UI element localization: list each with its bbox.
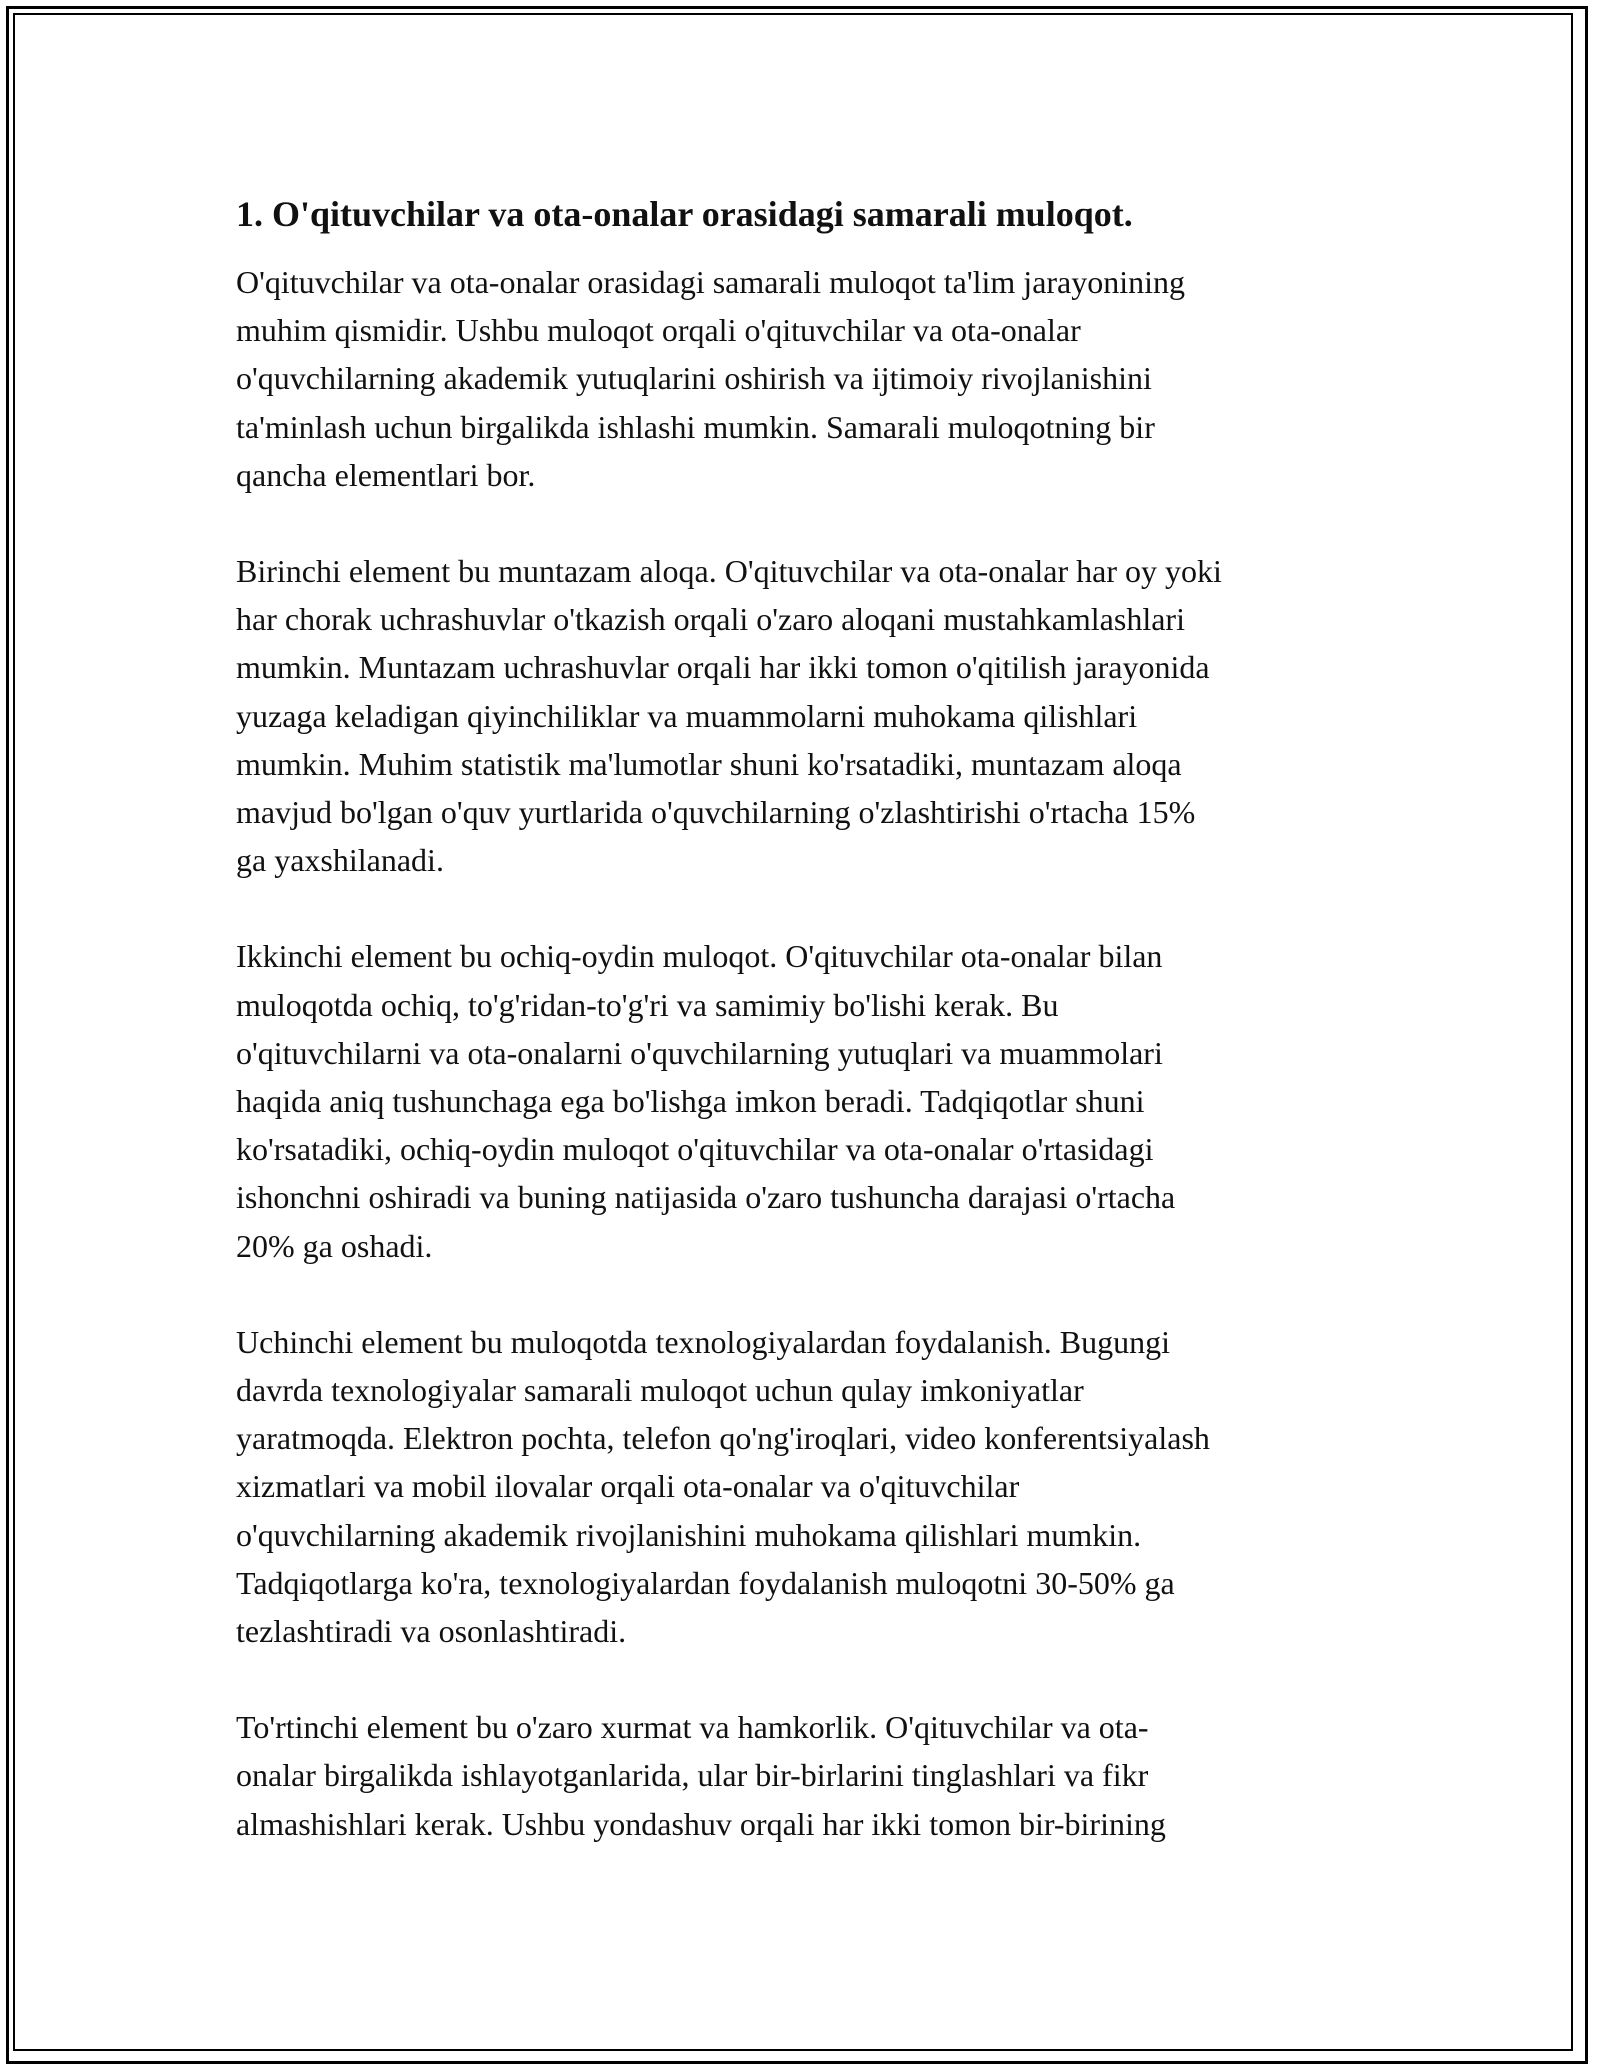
text-line: 20% ga oshadi.: [236, 1227, 433, 1264]
text-line: mumkin. Muhim statistik ma'lumotlar shuni ko'rsatadiki, muntazam aloqa: [236, 745, 1182, 782]
text-line: onalar birgalikda ishlayotganlarida, ular bir-birlarini tinglashlari va fikr: [236, 1757, 1149, 1794]
text-line: davrda texnologiyalar samarali muloqot uchun qulay imkoniyatlar: [236, 1372, 1084, 1409]
text-line: To'rtinchi element bu o'zaro xurmat va hamkorlik. O'qituvchilar va ota-: [236, 1709, 1149, 1746]
text-line: o'qituvchilarni va ota-onalarni o'quvchilarning yutuqlari va muammolari: [236, 1034, 1163, 1071]
text-line: o'quvchilarning akademik yutuqlarini oshirish va ijtimoiy rivojlanishini: [236, 360, 1152, 397]
text-line: Ikkinchi element bu ochiq-oydin muloqot. O'qituvchilar ota-onalar bilan: [236, 938, 1163, 975]
paragraph-first-element: [236, 547, 1386, 884]
text-line: qancha elementlari bor.: [236, 456, 536, 493]
text-line: O'qituvchilar va ota-onalar orasidagi samarali muloqot ta'lim jarayonining: [236, 264, 1186, 300]
text-line: yuzaga keladigan qiyinchiliklar va muammolarni muhokama qilishlari: [236, 697, 1138, 734]
text-line: almashishlari kerak. Ushbu yondashuv orqali har ikki tomon bir-birining: [236, 1805, 1166, 1842]
paragraph-third-element: [236, 1318, 1386, 1655]
paragraph-intro: [236, 258, 1386, 499]
text-line: ishonchni oshiradi va buning natijasida o'zaro tushuncha darajasi o'rtacha: [236, 1179, 1176, 1216]
text-line: ga yaxshilanadi.: [236, 842, 444, 879]
text-line: Birinchi element bu muntazam aloqa. O'qituvchilar va ota-onalar har oy yoki: [236, 553, 1222, 590]
text-line: Tadqiqotlarga ko'ra, texnologiyalardan foydalanish muloqotni 30-50% ga: [236, 1564, 1175, 1601]
text-line: har chorak uchrashuvlar o'tkazish orqali o'zaro aloqani mustahkamlashlari: [236, 601, 1185, 638]
section-heading: 1. O'qituvchilar va ota-onalar orasidagi samarali muloqot.: [236, 194, 1133, 234]
text-line: xizmatlari va mobil ilovalar orqali ota-onalar va o'qituvchilar: [236, 1468, 1020, 1505]
paragraph-second-element: [236, 932, 1386, 1269]
text-line: Uchinchi element bu muloqotda texnologiyalardan foydalanish. Bugungi: [236, 1323, 1171, 1360]
text-line: yaratmoqda. Elektron pochta, telefon qo'ng'iroqlari, video konferentsiyalash: [236, 1420, 1210, 1457]
text-line: tezlashtiradi va osonlashtiradi.: [236, 1613, 627, 1650]
text-line: muloqotda ochiq, to'g'ridan-to'g'ri va samimiy bo'lishi kerak. Bu: [236, 986, 1059, 1023]
document-body: [236, 188, 1386, 1896]
text-line: haqida aniq tushunchaga ega bo'lishga imkon beradi. Tadqiqotlar shuni: [236, 1083, 1145, 1120]
paragraph-fourth-element: [236, 1703, 1386, 1848]
text-line: o'quvchilarning akademik rivojlanishini muhokama qilishlari mumkin.: [236, 1516, 1142, 1553]
text-line: mumkin. Muntazam uchrashuvlar orqali har ikki tomon o'qitilish jarayonida: [236, 649, 1210, 686]
text-line: ta'minlash uchun birgalikda ishlashi mumkin. Samarali muloqotning bir: [236, 408, 1155, 445]
text-line: ko'rsatadiki, ochiq-oydin muloqot o'qituvchilar va ota-onalar o'rtasidagi: [236, 1131, 1154, 1168]
text-line: mavjud bo'lgan o'quv yurtlarida o'quvchilarning o'zlashtirishi o'rtacha 15%: [236, 794, 1196, 831]
text-line: muhim qismidir. Ushbu muloqot orqali o'qituvchilar va ota-onalar: [236, 312, 1081, 349]
